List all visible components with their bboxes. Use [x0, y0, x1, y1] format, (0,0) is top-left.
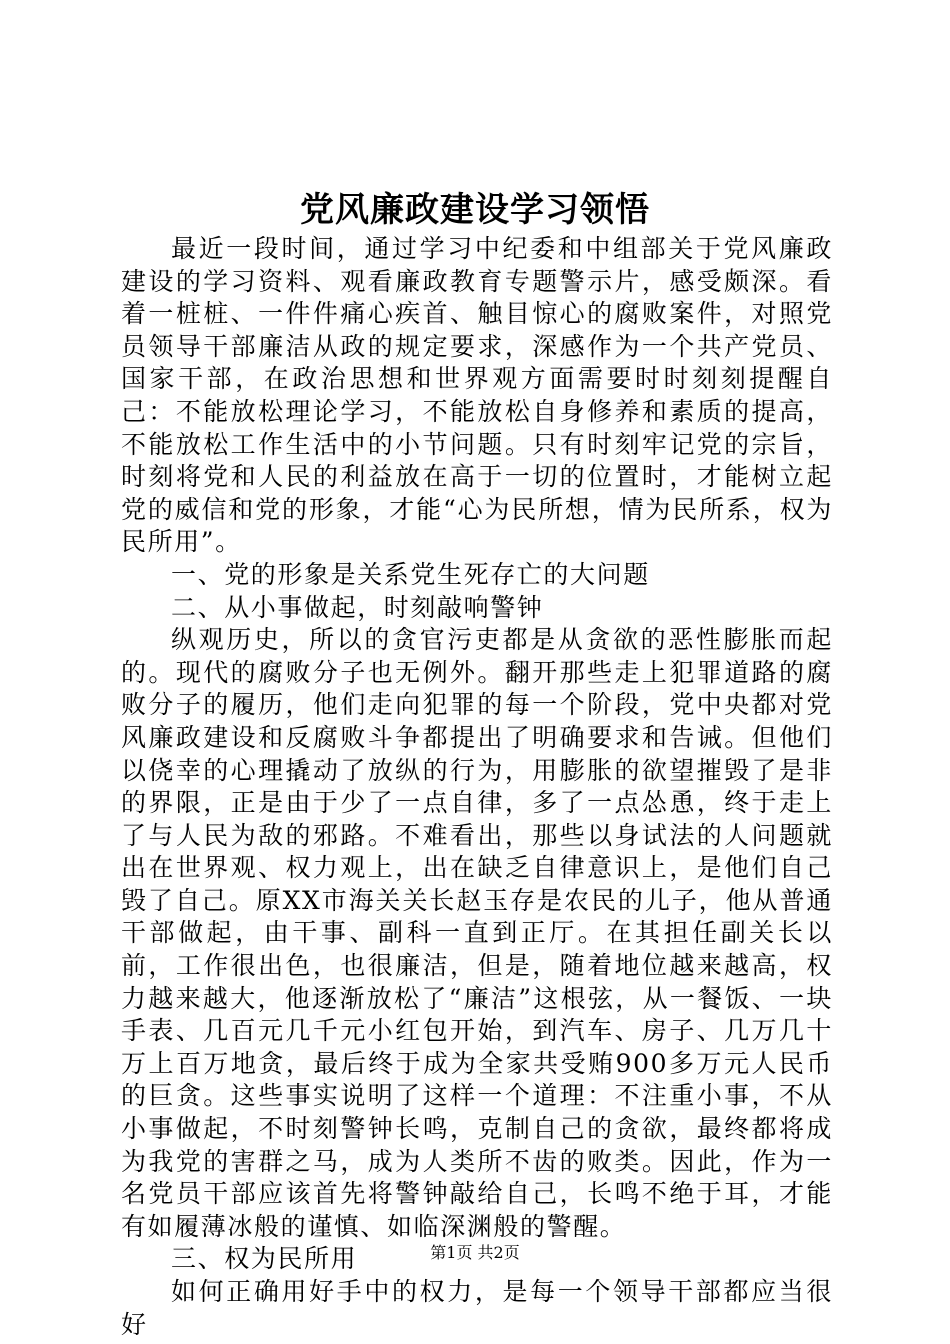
paragraph-section-2: 纵观历史，所以的贪官污吏都是从贪欲的恶性膨胀而起的。现代的腐败分子也无例外。翻开那些走上犯罪道路的腐败分子的履历，他们走向犯罪的每一个阶段，党中央都对党风廉政建设和反腐败斗争都提出了明确要求和告诫。但他们以侥幸的心理撬动了放纵的行为，用膨胀的欲望摧毁了是非的界限，正是由于少了一点自律，多了一点怂恿，终于走上了与人民为敌的邪路。不难看出，那些以身试法的人问题就出在世界观、权力观上，出在缺乏自律意识上，是他们自己毁了自己。原XX市海关关长赵玉存是农民的儿子，他从普通干部做起，由干事、副科一直到正厅。在其担任副关长以前，工作很出色，也很廉洁，但是，随着地位越来越高，权力越来越大，他逐渐放松了“廉洁”这根弦，从一餐饭、一块手表、几百元几千元小红包开始，到汽车、房子、几万几十万上百万地贪，最后终于成为全家共受贿900多万元人民币的巨贪。这些事实说明了这样一个道理：不注重小事，不从小事做起，不时刻警钟长鸣，克制自己的贪欲，最终都将成为我党的害群之马，成为人类所不齿的败类。因此，作为一名党员干部应该首先将警钟敲给自己，长鸣不绝于耳，才能有如履薄冰般的谨慎、如临深渊般的警醒。 — [121, 625, 833, 1241]
section-heading-3: 三、权为民所用 — [171, 1244, 358, 1274]
page-footer: 第1页 共2页 — [430, 1243, 520, 1262]
paragraph-intro: 最近一段时间，通过学习中纪委和中组部关于党风廉政建设的学习资料、观看廉政教育专题警示片，感受颇深。看着一桩桩、一件件痛心疾首、触目惊心的腐败案件，对照党员领导干部廉洁从政的规定要求，深感作为一个共产党员、国家干部，在政治思想和世界观方面需要时时刻刻提醒自己：不能放松理论学习，不能放松自身修养和素质的提高，不能放松工作生活中的小节问题。只有时刻牢记党的宗旨，时刻将党和人民的利益放在高于一切的位置时，才能树立起党的威信和党的形象，才能“心为民所想，情为民所系，权为民所用”。 — [121, 234, 833, 557]
paragraph-section-3: 如何正确用好手中的权力，是每一个领导干部都应当很好 — [121, 1277, 833, 1339]
document-body — [121, 233, 833, 1341]
document-title: 党风廉政建设学习领悟 — [300, 190, 650, 230]
section-heading-1: 一、党的形象是关系党生死存亡的大问题 — [171, 559, 650, 589]
section-heading-2: 二、从小事做起，时刻敲响警钟 — [171, 592, 544, 622]
